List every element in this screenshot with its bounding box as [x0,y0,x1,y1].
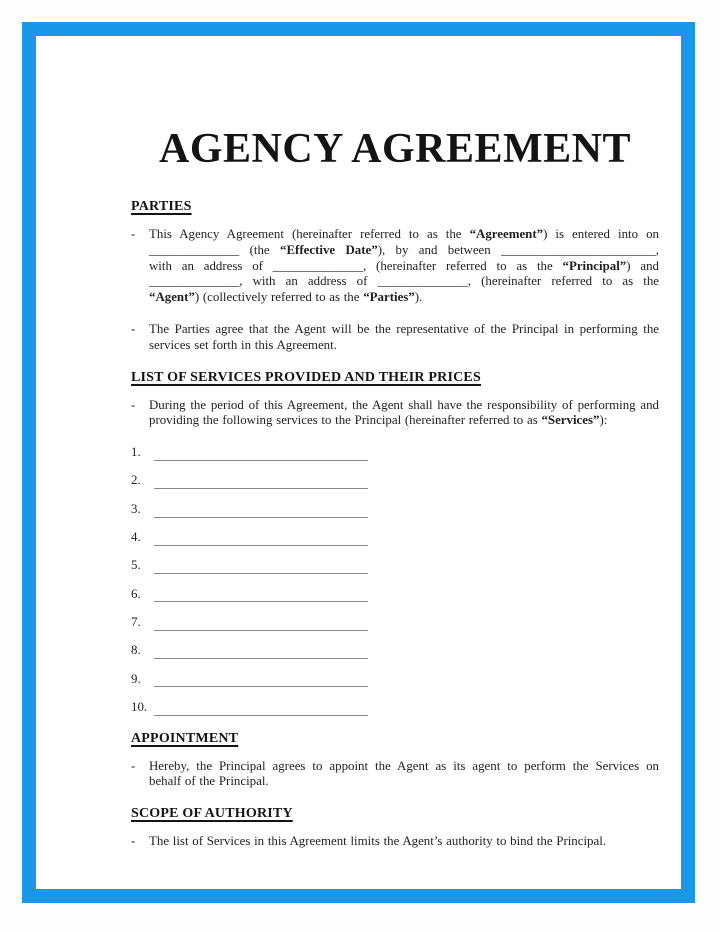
paragraph-line: Hereby, the Principal agrees to appoint the Agent as its agent to perform the Services on [149,758,659,773]
service-number: 3. [131,501,141,516]
bullet-dash: - [131,834,136,849]
paragraph-services-intro [131,398,659,430]
service-number: 2. [131,473,141,488]
service-blank-line [154,445,368,461]
page-border-frame [22,22,695,903]
service-number: 8. [131,643,141,658]
paragraph-parties-agree [131,322,659,354]
service-blank-line [154,643,368,659]
section-heading-scope: SCOPE OF AUTHORITY [131,806,293,822]
paragraph-line: ______________, with an address of ______________, (hereinafter referred to as the [149,274,659,289]
bullet-dash: - [131,227,136,241]
service-list-item [131,473,368,489]
document-page [131,72,659,866]
service-list-item [131,445,368,461]
paragraph-line: behalf of the Principal. [149,774,269,789]
service-list-item [131,643,368,659]
service-number: 4. [131,530,141,545]
service-number: 10. [131,699,148,714]
service-list-item [131,530,368,546]
paragraph-line: During the period of this Agreement, the Agent shall have the responsibility of performing and [149,397,659,412]
service-number: 1. [131,445,141,460]
service-list-item [131,558,368,574]
service-blank-line [154,672,368,688]
paragraph-scope [131,834,659,850]
service-number: 9. [131,671,141,686]
service-number: 5. [131,558,141,573]
paragraph-parties-intro [131,227,659,306]
document-title: AGENCY AGREEMENT [159,126,631,172]
service-number: 6. [131,586,141,601]
bullet-dash: - [131,758,136,773]
paragraph-line: This Agency Agreement (hereinafter referred to as the “Agreement”) is entered into on [149,227,659,241]
service-list-item [131,700,368,716]
paragraph-line: “Agent”) (collectively referred to as the “Parties”). [149,290,423,305]
service-blank-line [154,530,368,546]
service-blank-line [154,615,368,631]
service-number: 7. [131,614,141,629]
paragraph-appointment [131,759,659,791]
service-blank-line [154,473,368,489]
service-blank-line [154,558,368,574]
service-list-item [131,615,368,631]
service-blank-line [154,502,368,518]
paragraph-line: with an address of ______________, (hereinafter referred to as the “Principal”) and [149,258,659,273]
service-list-item [131,587,368,603]
paragraph-line: providing the following services to the Principal (hereinafter referred to as “Services”): [149,413,608,428]
service-blank-line [154,700,368,716]
section-heading-services: LIST OF SERVICES PROVIDED AND THEIR PRICES [131,369,481,385]
service-list-item [131,502,368,518]
service-blank-line [154,587,368,603]
paragraph-line: The Parties agree that the Agent will be the representative of the Principal in performing the [149,321,659,336]
section-heading-parties: PARTIES [131,199,192,214]
paragraph-line: ______________ (the “Effective Date”), by and between ________________________, [149,242,659,257]
services-list [131,445,659,715]
bullet-dash: - [131,321,136,336]
section-heading-appointment: APPOINTMENT [131,730,239,746]
paragraph-line: services set forth in this Agreement. [149,337,337,352]
bullet-dash: - [131,397,136,412]
service-list-item [131,672,368,688]
paragraph-line: The list of Services in this Agreement limits the Agent’s authority to bind the Principal. [149,834,607,849]
